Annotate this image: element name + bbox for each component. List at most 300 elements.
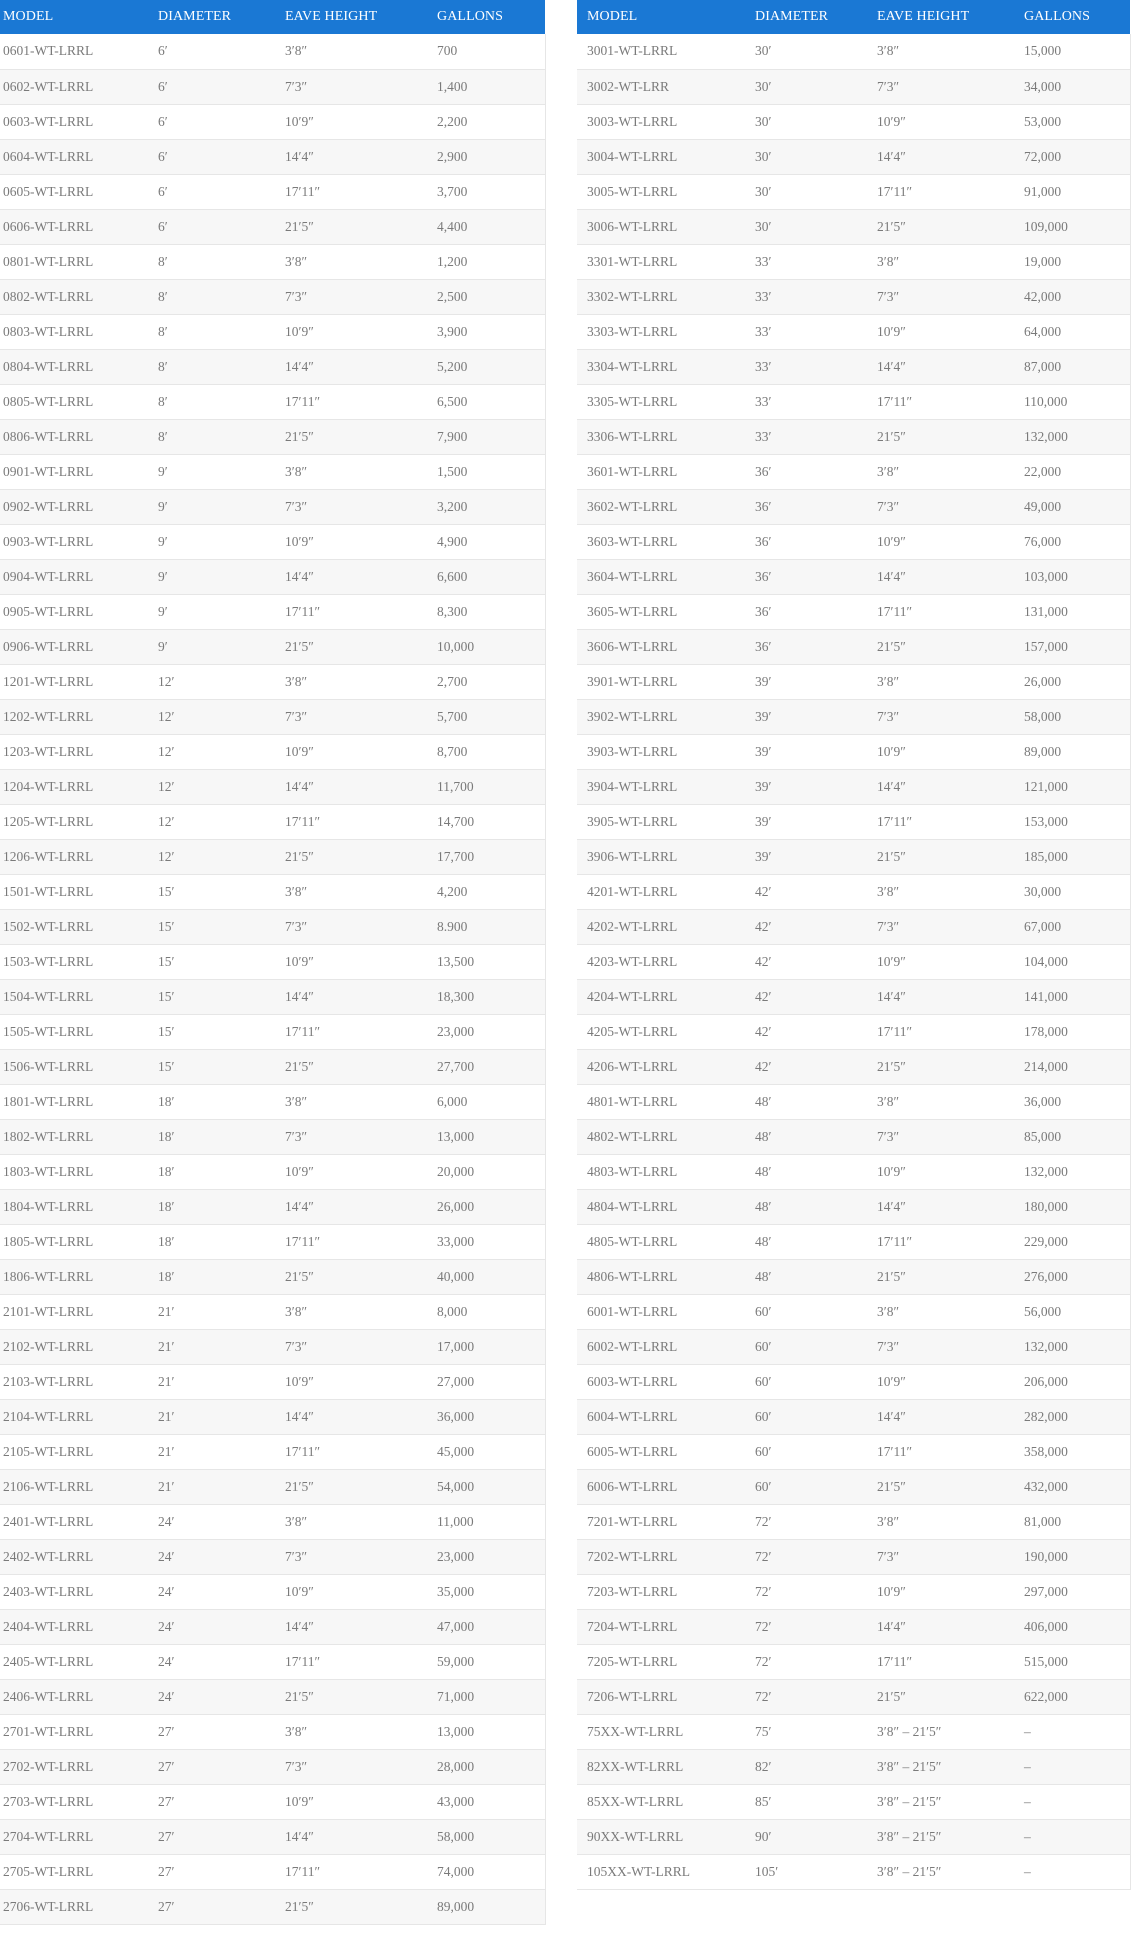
cell-diameter: 48′ [745, 1259, 867, 1294]
cell-gallons: 81,000 [1014, 1504, 1130, 1539]
cell-model: 3305-WT-LRRL [577, 384, 745, 419]
cell-eave-height: 14′4″ [867, 979, 1014, 1014]
cell-gallons: 91,000 [1014, 174, 1130, 209]
cell-diameter: 12′ [155, 839, 282, 874]
cell-diameter: 39′ [745, 804, 867, 839]
cell-model: 1806-WT-LRRL [0, 1259, 155, 1294]
cell-diameter: 42′ [745, 944, 867, 979]
cell-diameter: 33′ [745, 349, 867, 384]
cell-model: 6003-WT-LRRL [577, 1364, 745, 1399]
cell-diameter: 9′ [155, 454, 282, 489]
cell-eave-height: 10′9″ [867, 314, 1014, 349]
cell-diameter: 42′ [745, 874, 867, 909]
cell-eave-height: 14′4″ [867, 769, 1014, 804]
cell-eave-height: 14′4″ [867, 1609, 1014, 1644]
cell-gallons: 17,000 [434, 1329, 545, 1364]
cell-gallons: 6,500 [434, 384, 545, 419]
table-row [0, 1119, 545, 1154]
cell-diameter: 39′ [745, 664, 867, 699]
cell-gallons: – [1014, 1784, 1130, 1819]
cell-model: 1504-WT-LRRL [0, 979, 155, 1014]
table-row [577, 1189, 1130, 1224]
table-row [577, 944, 1130, 979]
cell-eave-height: 7′3″ [867, 1329, 1014, 1364]
cell-model: 1206-WT-LRRL [0, 839, 155, 874]
table-row [577, 279, 1130, 314]
cell-model: 3306-WT-LRRL [577, 419, 745, 454]
cell-model: 3601-WT-LRRL [577, 454, 745, 489]
header-gallons: GALLONS [1024, 9, 1091, 24]
cell-model: 1205-WT-LRRL [0, 804, 155, 839]
cell-model: 3004-WT-LRRL [577, 139, 745, 174]
cell-diameter: 36′ [745, 559, 867, 594]
cell-gallons: 276,000 [1014, 1259, 1130, 1294]
cell-gallons: 180,000 [1014, 1189, 1130, 1224]
cell-diameter: 33′ [745, 419, 867, 454]
cell-diameter: 21′ [155, 1294, 282, 1329]
cell-gallons: 157,000 [1014, 629, 1130, 664]
cell-model: 1803-WT-LRRL [0, 1154, 155, 1189]
cell-eave-height: 7′3″ [282, 1119, 434, 1154]
table-row [577, 1574, 1130, 1609]
table-row [0, 1539, 545, 1574]
cell-gallons: 19,000 [1014, 244, 1130, 279]
cell-diameter: 48′ [745, 1154, 867, 1189]
cell-gallons: 6,000 [434, 1084, 545, 1119]
cell-diameter: 12′ [155, 734, 282, 769]
cell-diameter: 27′ [155, 1819, 282, 1854]
table-row [577, 1119, 1130, 1154]
cell-gallons: 432,000 [1014, 1469, 1130, 1504]
cell-gallons: 87,000 [1014, 349, 1130, 384]
cell-model: 3003-WT-LRRL [577, 104, 745, 139]
cell-model: 3302-WT-LRRL [577, 279, 745, 314]
table-row [577, 734, 1130, 769]
table-body-left [0, 34, 545, 1924]
cell-diameter: 18′ [155, 1224, 282, 1259]
cell-model: 1202-WT-LRRL [0, 699, 155, 734]
cell-eave-height: 3′8″ [282, 1084, 434, 1119]
cell-eave-height: 10′9″ [867, 944, 1014, 979]
cell-model: 2703-WT-LRRL [0, 1784, 155, 1819]
cell-eave-height: 3′8″ [867, 1294, 1014, 1329]
table-row [0, 454, 545, 489]
cell-model: 1505-WT-LRRL [0, 1014, 155, 1049]
table-row [577, 804, 1130, 839]
cell-model: 2105-WT-LRRL [0, 1434, 155, 1469]
cell-model: 2104-WT-LRRL [0, 1399, 155, 1434]
cell-gallons: 53,000 [1014, 104, 1130, 139]
cell-gallons: 27,700 [434, 1049, 545, 1084]
cell-diameter: 60′ [745, 1294, 867, 1329]
cell-model: 4202-WT-LRRL [577, 909, 745, 944]
table-row [0, 1469, 545, 1504]
cell-gallons: 23,000 [434, 1014, 545, 1049]
cell-model: 0901-WT-LRRL [0, 454, 155, 489]
cell-model: 3002-WT-LRR [577, 69, 745, 104]
table-row [0, 384, 545, 419]
cell-eave-height: 14′4″ [867, 559, 1014, 594]
cell-model: 2101-WT-LRRL [0, 1294, 155, 1329]
cell-gallons: 27,000 [434, 1364, 545, 1399]
cell-gallons: 10,000 [434, 629, 545, 664]
cell-gallons: 58,000 [434, 1819, 545, 1854]
cell-gallons: 214,000 [1014, 1049, 1130, 1084]
cell-diameter: 30′ [745, 209, 867, 244]
cell-eave-height: 3′8″ – 21′5″ [867, 1784, 1014, 1819]
cell-model: 7202-WT-LRRL [577, 1539, 745, 1574]
cell-gallons: 34,000 [1014, 69, 1130, 104]
cell-eave-height: 14′4″ [867, 139, 1014, 174]
cell-eave-height: 17′11″ [867, 1644, 1014, 1679]
cell-gallons: 17,700 [434, 839, 545, 874]
table-row [0, 944, 545, 979]
cell-eave-height: 10′9″ [282, 944, 434, 979]
cell-eave-height: 21′5″ [867, 1049, 1014, 1084]
cell-gallons: 6,600 [434, 559, 545, 594]
table-header-row [577, 0, 1130, 34]
cell-diameter: 36′ [745, 629, 867, 664]
cell-gallons: 36,000 [434, 1399, 545, 1434]
table-row [577, 349, 1130, 384]
header-model: MODEL [587, 9, 638, 24]
cell-gallons: 58,000 [1014, 699, 1130, 734]
cell-eave-height: 17′11″ [867, 384, 1014, 419]
cell-model: 4204-WT-LRRL [577, 979, 745, 1014]
cell-eave-height: 14′4″ [282, 769, 434, 804]
cell-gallons: 3,700 [434, 174, 545, 209]
cell-eave-height: 3′8″ [867, 34, 1014, 69]
table-row [0, 1224, 545, 1259]
cell-eave-height: 21′5″ [282, 839, 434, 874]
cell-eave-height: 7′3″ [282, 1749, 434, 1784]
cell-gallons: 26,000 [434, 1189, 545, 1224]
cell-eave-height: 14′4″ [282, 1609, 434, 1644]
cell-eave-height: 14′4″ [867, 1399, 1014, 1434]
header-gallons: GALLONS [437, 9, 504, 24]
cell-diameter: 27′ [155, 1889, 282, 1924]
cell-eave-height: 7′3″ [867, 909, 1014, 944]
cell-diameter: 21′ [155, 1434, 282, 1469]
cell-model: 0603-WT-LRRL [0, 104, 155, 139]
cell-model: 3605-WT-LRRL [577, 594, 745, 629]
cell-model: 1201-WT-LRRL [0, 664, 155, 699]
table-row [0, 1434, 545, 1469]
cell-gallons: 4,200 [434, 874, 545, 909]
table-row [0, 489, 545, 524]
cell-diameter: 33′ [745, 244, 867, 279]
cell-eave-height: 10′9″ [282, 1364, 434, 1399]
table-row [0, 1329, 545, 1364]
cell-eave-height: 17′11″ [282, 594, 434, 629]
table-row [577, 1434, 1130, 1469]
cell-model: 7201-WT-LRRL [577, 1504, 745, 1539]
cell-eave-height: 7′3″ [282, 69, 434, 104]
cell-eave-height: 3′8″ [282, 664, 434, 699]
cell-diameter: 6′ [155, 209, 282, 244]
cell-model: 6006-WT-LRRL [577, 1469, 745, 1504]
cell-model: 105XX-WT-LRRL [577, 1854, 745, 1889]
cell-eave-height: 17′11″ [867, 174, 1014, 209]
cell-eave-height: 21′5″ [282, 1049, 434, 1084]
cell-gallons: 35,000 [434, 1574, 545, 1609]
cell-model: 85XX-WT-LRRL [577, 1784, 745, 1819]
cell-gallons: 43,000 [434, 1784, 545, 1819]
cell-eave-height: 17′11″ [867, 1434, 1014, 1469]
table-header-row [0, 0, 545, 34]
cell-diameter: 48′ [745, 1189, 867, 1224]
cell-gallons: 85,000 [1014, 1119, 1130, 1154]
cell-diameter: 15′ [155, 979, 282, 1014]
header-model: MODEL [3, 9, 54, 24]
cell-model: 4201-WT-LRRL [577, 874, 745, 909]
table-row [0, 1259, 545, 1294]
cell-diameter: 15′ [155, 874, 282, 909]
table-row [0, 1609, 545, 1644]
cell-model: 3902-WT-LRRL [577, 699, 745, 734]
cell-diameter: 21′ [155, 1399, 282, 1434]
cell-diameter: 42′ [745, 979, 867, 1014]
cell-diameter: 72′ [745, 1609, 867, 1644]
cell-diameter: 33′ [745, 314, 867, 349]
cell-gallons: 33,000 [434, 1224, 545, 1259]
cell-model: 7206-WT-LRRL [577, 1679, 745, 1714]
table-row [0, 874, 545, 909]
cell-diameter: 75′ [745, 1714, 867, 1749]
table-row [577, 559, 1130, 594]
cell-diameter: 85′ [745, 1784, 867, 1819]
cell-gallons: 89,000 [434, 1889, 545, 1924]
cell-gallons: 67,000 [1014, 909, 1130, 944]
cell-gallons: 103,000 [1014, 559, 1130, 594]
cell-gallons: 89,000 [1014, 734, 1130, 769]
cell-model: 3606-WT-LRRL [577, 629, 745, 664]
cell-model: 1805-WT-LRRL [0, 1224, 155, 1259]
table-row [0, 1679, 545, 1714]
cell-diameter: 60′ [745, 1364, 867, 1399]
cell-model: 0904-WT-LRRL [0, 559, 155, 594]
cell-diameter: 48′ [745, 1084, 867, 1119]
cell-gallons: 59,000 [434, 1644, 545, 1679]
cell-diameter: 8′ [155, 349, 282, 384]
cell-diameter: 90′ [745, 1819, 867, 1854]
cell-eave-height: 10′9″ [282, 104, 434, 139]
cell-eave-height: 14′4″ [282, 559, 434, 594]
cell-gallons: – [1014, 1749, 1130, 1784]
cell-eave-height: 21′5″ [282, 209, 434, 244]
table-row [577, 629, 1130, 664]
cell-model: 1801-WT-LRRL [0, 1084, 155, 1119]
cell-gallons: – [1014, 1714, 1130, 1749]
table-row [0, 1049, 545, 1084]
table-row [577, 1679, 1130, 1714]
cell-diameter: 42′ [745, 1014, 867, 1049]
cell-eave-height: 17′11″ [282, 1434, 434, 1469]
table-row [577, 1819, 1130, 1854]
cell-eave-height: 21′5″ [282, 1889, 434, 1924]
cell-model: 3602-WT-LRRL [577, 489, 745, 524]
cell-model: 1503-WT-LRRL [0, 944, 155, 979]
table-row [577, 1714, 1130, 1749]
cell-diameter: 8′ [155, 314, 282, 349]
cell-gallons: 40,000 [434, 1259, 545, 1294]
cell-model: 4805-WT-LRRL [577, 1224, 745, 1259]
cell-model: 2705-WT-LRRL [0, 1854, 155, 1889]
cell-eave-height: 3′8″ [867, 1504, 1014, 1539]
cell-diameter: 48′ [745, 1224, 867, 1259]
cell-eave-height: 17′11″ [282, 1644, 434, 1679]
table-row [0, 1189, 545, 1224]
cell-gallons: 26,000 [1014, 664, 1130, 699]
cell-model: 3603-WT-LRRL [577, 524, 745, 559]
cell-diameter: 24′ [155, 1539, 282, 1574]
cell-diameter: 30′ [745, 139, 867, 174]
table-row [0, 524, 545, 559]
cell-gallons: 2,500 [434, 279, 545, 314]
table-body-right [577, 34, 1130, 1889]
cell-diameter: 27′ [155, 1784, 282, 1819]
table-row [0, 1574, 545, 1609]
cell-eave-height: 21′5″ [867, 419, 1014, 454]
cell-diameter: 60′ [745, 1329, 867, 1364]
table-row [0, 1084, 545, 1119]
table-row [577, 1784, 1130, 1819]
cell-diameter: 21′ [155, 1364, 282, 1399]
cell-gallons: 358,000 [1014, 1434, 1130, 1469]
cell-model: 1506-WT-LRRL [0, 1049, 155, 1084]
table-row [0, 1014, 545, 1049]
cell-eave-height: 17′11″ [282, 1854, 434, 1889]
cell-eave-height: 17′11″ [867, 1014, 1014, 1049]
cell-model: 3006-WT-LRRL [577, 209, 745, 244]
cell-diameter: 8′ [155, 419, 282, 454]
cell-diameter: 36′ [745, 489, 867, 524]
cell-model: 0905-WT-LRRL [0, 594, 155, 629]
cell-gallons: 30,000 [1014, 874, 1130, 909]
cell-model: 3901-WT-LRRL [577, 664, 745, 699]
cell-diameter: 60′ [745, 1434, 867, 1469]
cell-gallons: 700 [434, 34, 545, 69]
cell-eave-height: 3′8″ [282, 1504, 434, 1539]
cell-gallons: 141,000 [1014, 979, 1130, 1014]
cell-diameter: 72′ [745, 1504, 867, 1539]
table-row [577, 104, 1130, 139]
cell-gallons: 42,000 [1014, 279, 1130, 314]
cell-diameter: 33′ [745, 279, 867, 314]
cell-eave-height: 10′9″ [867, 104, 1014, 139]
cell-model: 3303-WT-LRRL [577, 314, 745, 349]
cell-gallons: 11,700 [434, 769, 545, 804]
cell-diameter: 9′ [155, 559, 282, 594]
cell-model: 0903-WT-LRRL [0, 524, 155, 559]
cell-gallons: 71,000 [434, 1679, 545, 1714]
cell-gallons: 185,000 [1014, 839, 1130, 874]
cell-gallons: 3,900 [434, 314, 545, 349]
cell-gallons: 1,200 [434, 244, 545, 279]
cell-diameter: 60′ [745, 1469, 867, 1504]
cell-gallons: 8,300 [434, 594, 545, 629]
cell-eave-height: 17′11″ [867, 804, 1014, 839]
table-row [577, 1504, 1130, 1539]
cell-diameter: 9′ [155, 524, 282, 559]
cell-diameter: 39′ [745, 769, 867, 804]
cell-diameter: 39′ [745, 839, 867, 874]
table-row [0, 34, 545, 69]
cell-eave-height: 17′11″ [282, 804, 434, 839]
cell-gallons: 121,000 [1014, 769, 1130, 804]
cell-gallons: 1,400 [434, 69, 545, 104]
cell-eave-height: 3′8″ [282, 454, 434, 489]
cell-eave-height: 21′5″ [867, 1259, 1014, 1294]
cell-model: 0606-WT-LRRL [0, 209, 155, 244]
cell-model: 2704-WT-LRRL [0, 1819, 155, 1854]
cell-model: 0803-WT-LRRL [0, 314, 155, 349]
cell-eave-height: 3′8″ [282, 874, 434, 909]
cell-model: 3304-WT-LRRL [577, 349, 745, 384]
cell-model: 3301-WT-LRRL [577, 244, 745, 279]
cell-model: 7203-WT-LRRL [577, 1574, 745, 1609]
cell-gallons: 110,000 [1014, 384, 1130, 419]
cell-model: 7204-WT-LRRL [577, 1609, 745, 1644]
cell-eave-height: 10′9″ [867, 1364, 1014, 1399]
cell-model: 0801-WT-LRRL [0, 244, 155, 279]
header-eave-height: EAVE HEIGHT [285, 9, 378, 24]
cell-diameter: 24′ [155, 1644, 282, 1679]
cell-model: 4203-WT-LRRL [577, 944, 745, 979]
cell-gallons: 7,900 [434, 419, 545, 454]
cell-gallons: 2,200 [434, 104, 545, 139]
table-row [0, 1294, 545, 1329]
table-row [0, 1399, 545, 1434]
cell-diameter: 24′ [155, 1504, 282, 1539]
cell-eave-height: 14′4″ [282, 139, 434, 174]
cell-diameter: 9′ [155, 594, 282, 629]
cell-model: 4206-WT-LRRL [577, 1049, 745, 1084]
cell-eave-height: 3′8″ [867, 664, 1014, 699]
cell-gallons: 20,000 [434, 1154, 545, 1189]
table-row [577, 1084, 1130, 1119]
cell-model: 75XX-WT-LRRL [577, 1714, 745, 1749]
table-row [0, 699, 545, 734]
cell-diameter: 72′ [745, 1539, 867, 1574]
cell-model: 4804-WT-LRRL [577, 1189, 745, 1224]
table-row [577, 454, 1130, 489]
cell-diameter: 27′ [155, 1714, 282, 1749]
cell-model: 2106-WT-LRRL [0, 1469, 155, 1504]
cell-model: 6004-WT-LRRL [577, 1399, 745, 1434]
table-row [0, 139, 545, 174]
table-row [577, 1539, 1130, 1574]
cell-gallons: 8.900 [434, 909, 545, 944]
table-row [577, 769, 1130, 804]
cell-eave-height: 3′8″ [282, 244, 434, 279]
cell-eave-height: 7′3″ [867, 699, 1014, 734]
table-row [0, 349, 545, 384]
cell-eave-height: 17′11″ [867, 594, 1014, 629]
cell-diameter: 27′ [155, 1854, 282, 1889]
cell-gallons: 14,700 [434, 804, 545, 839]
cell-model: 6002-WT-LRRL [577, 1329, 745, 1364]
cell-gallons: 153,000 [1014, 804, 1130, 839]
table-row [0, 104, 545, 139]
cell-model: 0806-WT-LRRL [0, 419, 155, 454]
cell-model: 2102-WT-LRRL [0, 1329, 155, 1364]
cell-eave-height: 7′3″ [282, 1539, 434, 1574]
cell-gallons: – [1014, 1819, 1130, 1854]
cell-model: 7205-WT-LRRL [577, 1644, 745, 1679]
cell-gallons: 109,000 [1014, 209, 1130, 244]
table-row [0, 1714, 545, 1749]
